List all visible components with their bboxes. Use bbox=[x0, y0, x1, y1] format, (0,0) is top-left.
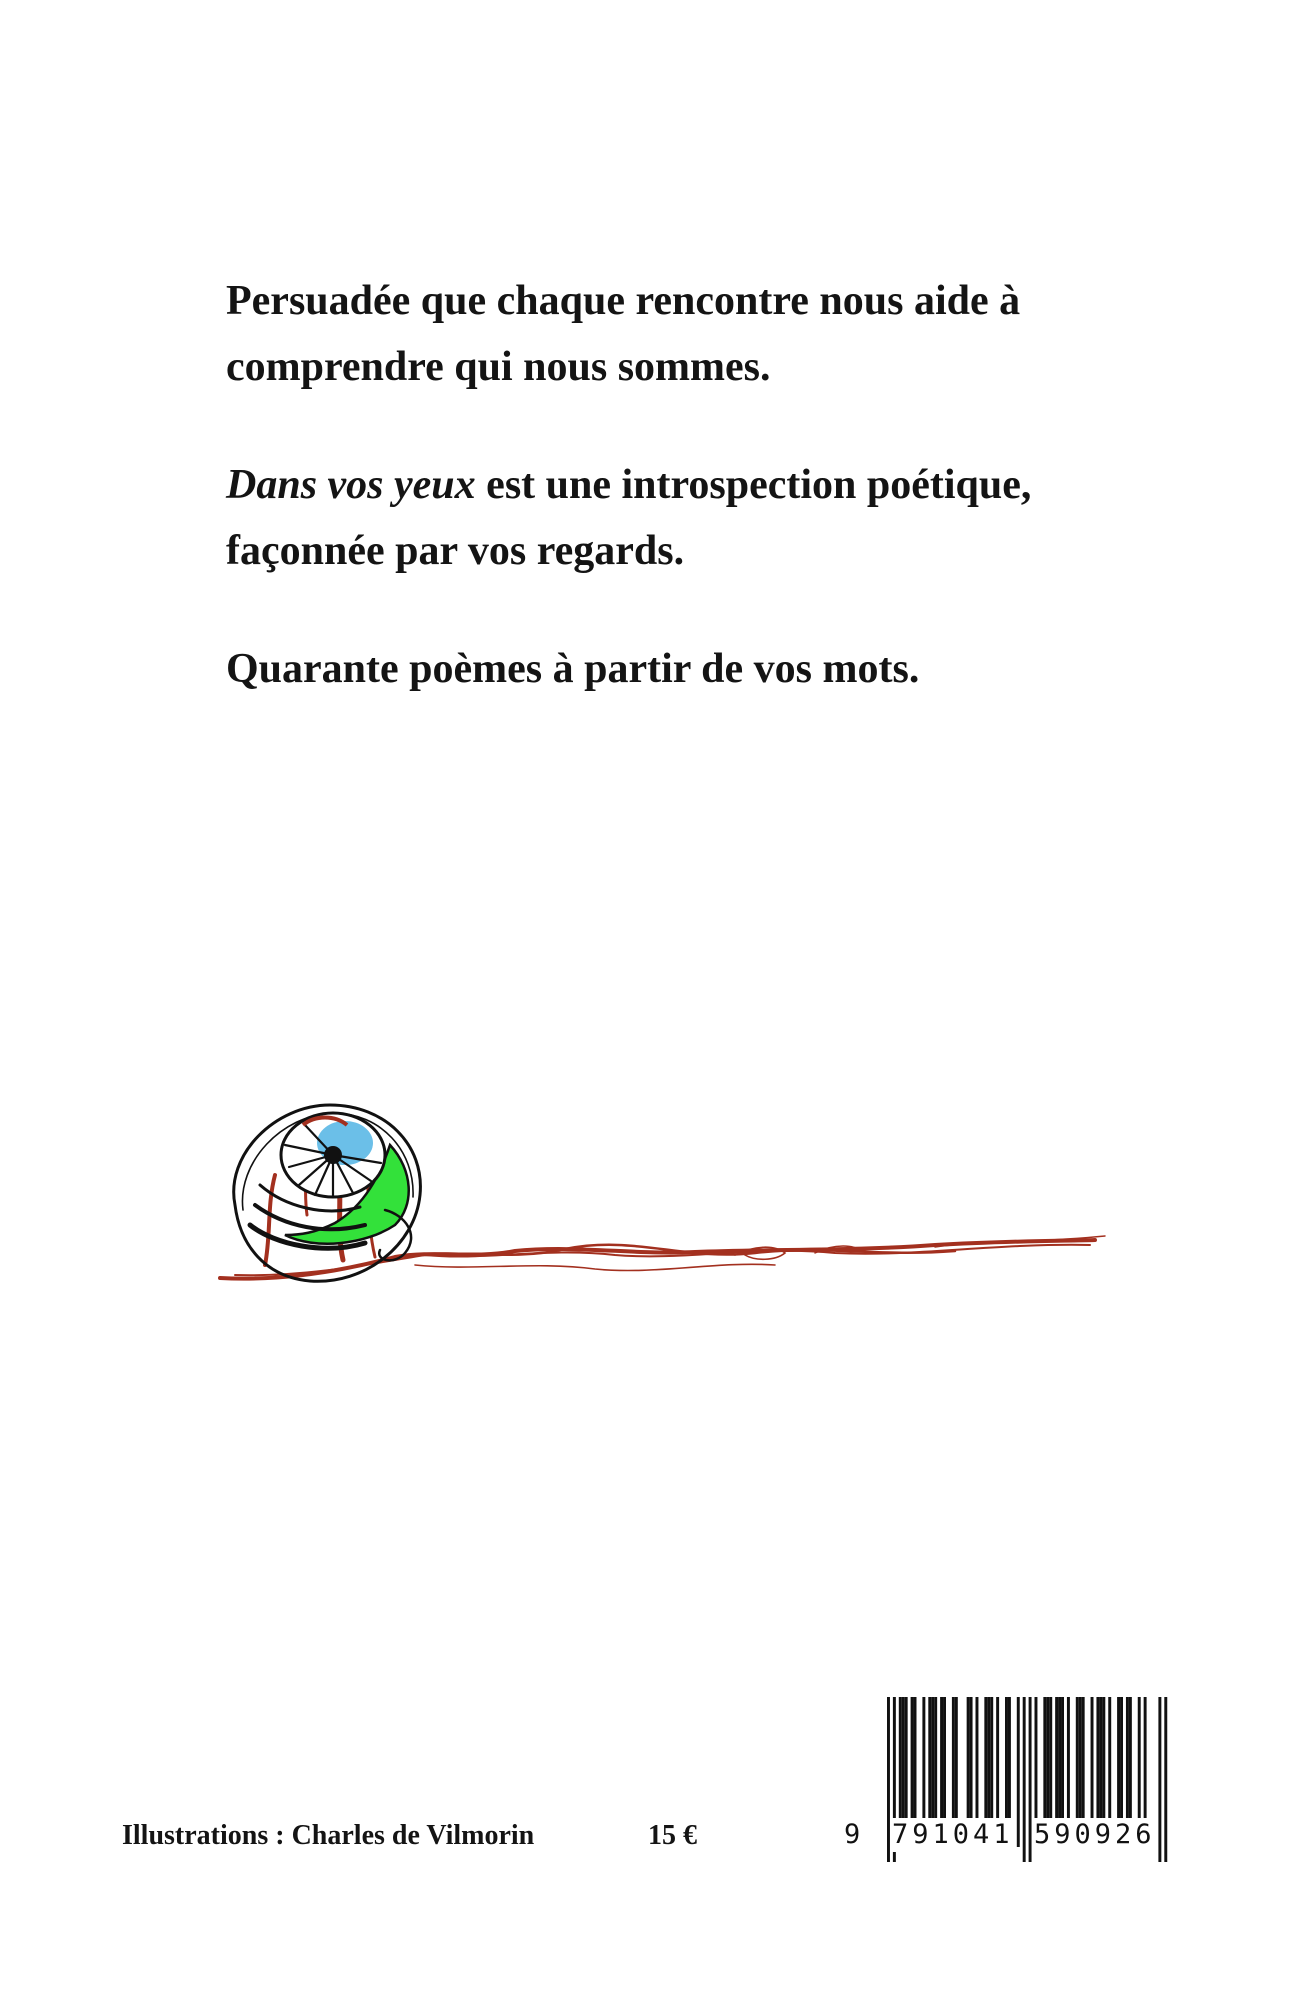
barcode-bar bbox=[1158, 1697, 1161, 1862]
blurb-paragraph-2 bbox=[226, 452, 1166, 584]
barcode-digits-left: 791041 bbox=[892, 1819, 1014, 1850]
blurb-paragraph-1: Persuadée que chaque rencontre nous aide à comprendre qui nous sommes. bbox=[226, 278, 1021, 390]
blurb-paragraph-2-text: est une introspection poétique, façonnée par vos regards. bbox=[226, 462, 1032, 574]
barcode-bar bbox=[1023, 1697, 1026, 1862]
eye-with-thread-icon bbox=[215, 1085, 1110, 1295]
blurb-paragraph-3: Quarante poèmes à partir de vos mots. bbox=[226, 646, 920, 692]
barcode-bar bbox=[1164, 1697, 1167, 1862]
book-title: Dans vos yeux bbox=[226, 462, 476, 508]
barcode-bar bbox=[1017, 1697, 1020, 1847]
back-cover-blurb bbox=[226, 268, 1166, 754]
barcode-digit-first: 9 bbox=[844, 1819, 865, 1850]
barcode-digits-right: 590926 bbox=[1034, 1819, 1156, 1850]
illustrator-credit: Illustrations : Charles de Vilmorin bbox=[122, 1820, 535, 1851]
price-label: 15 € bbox=[648, 1820, 697, 1851]
